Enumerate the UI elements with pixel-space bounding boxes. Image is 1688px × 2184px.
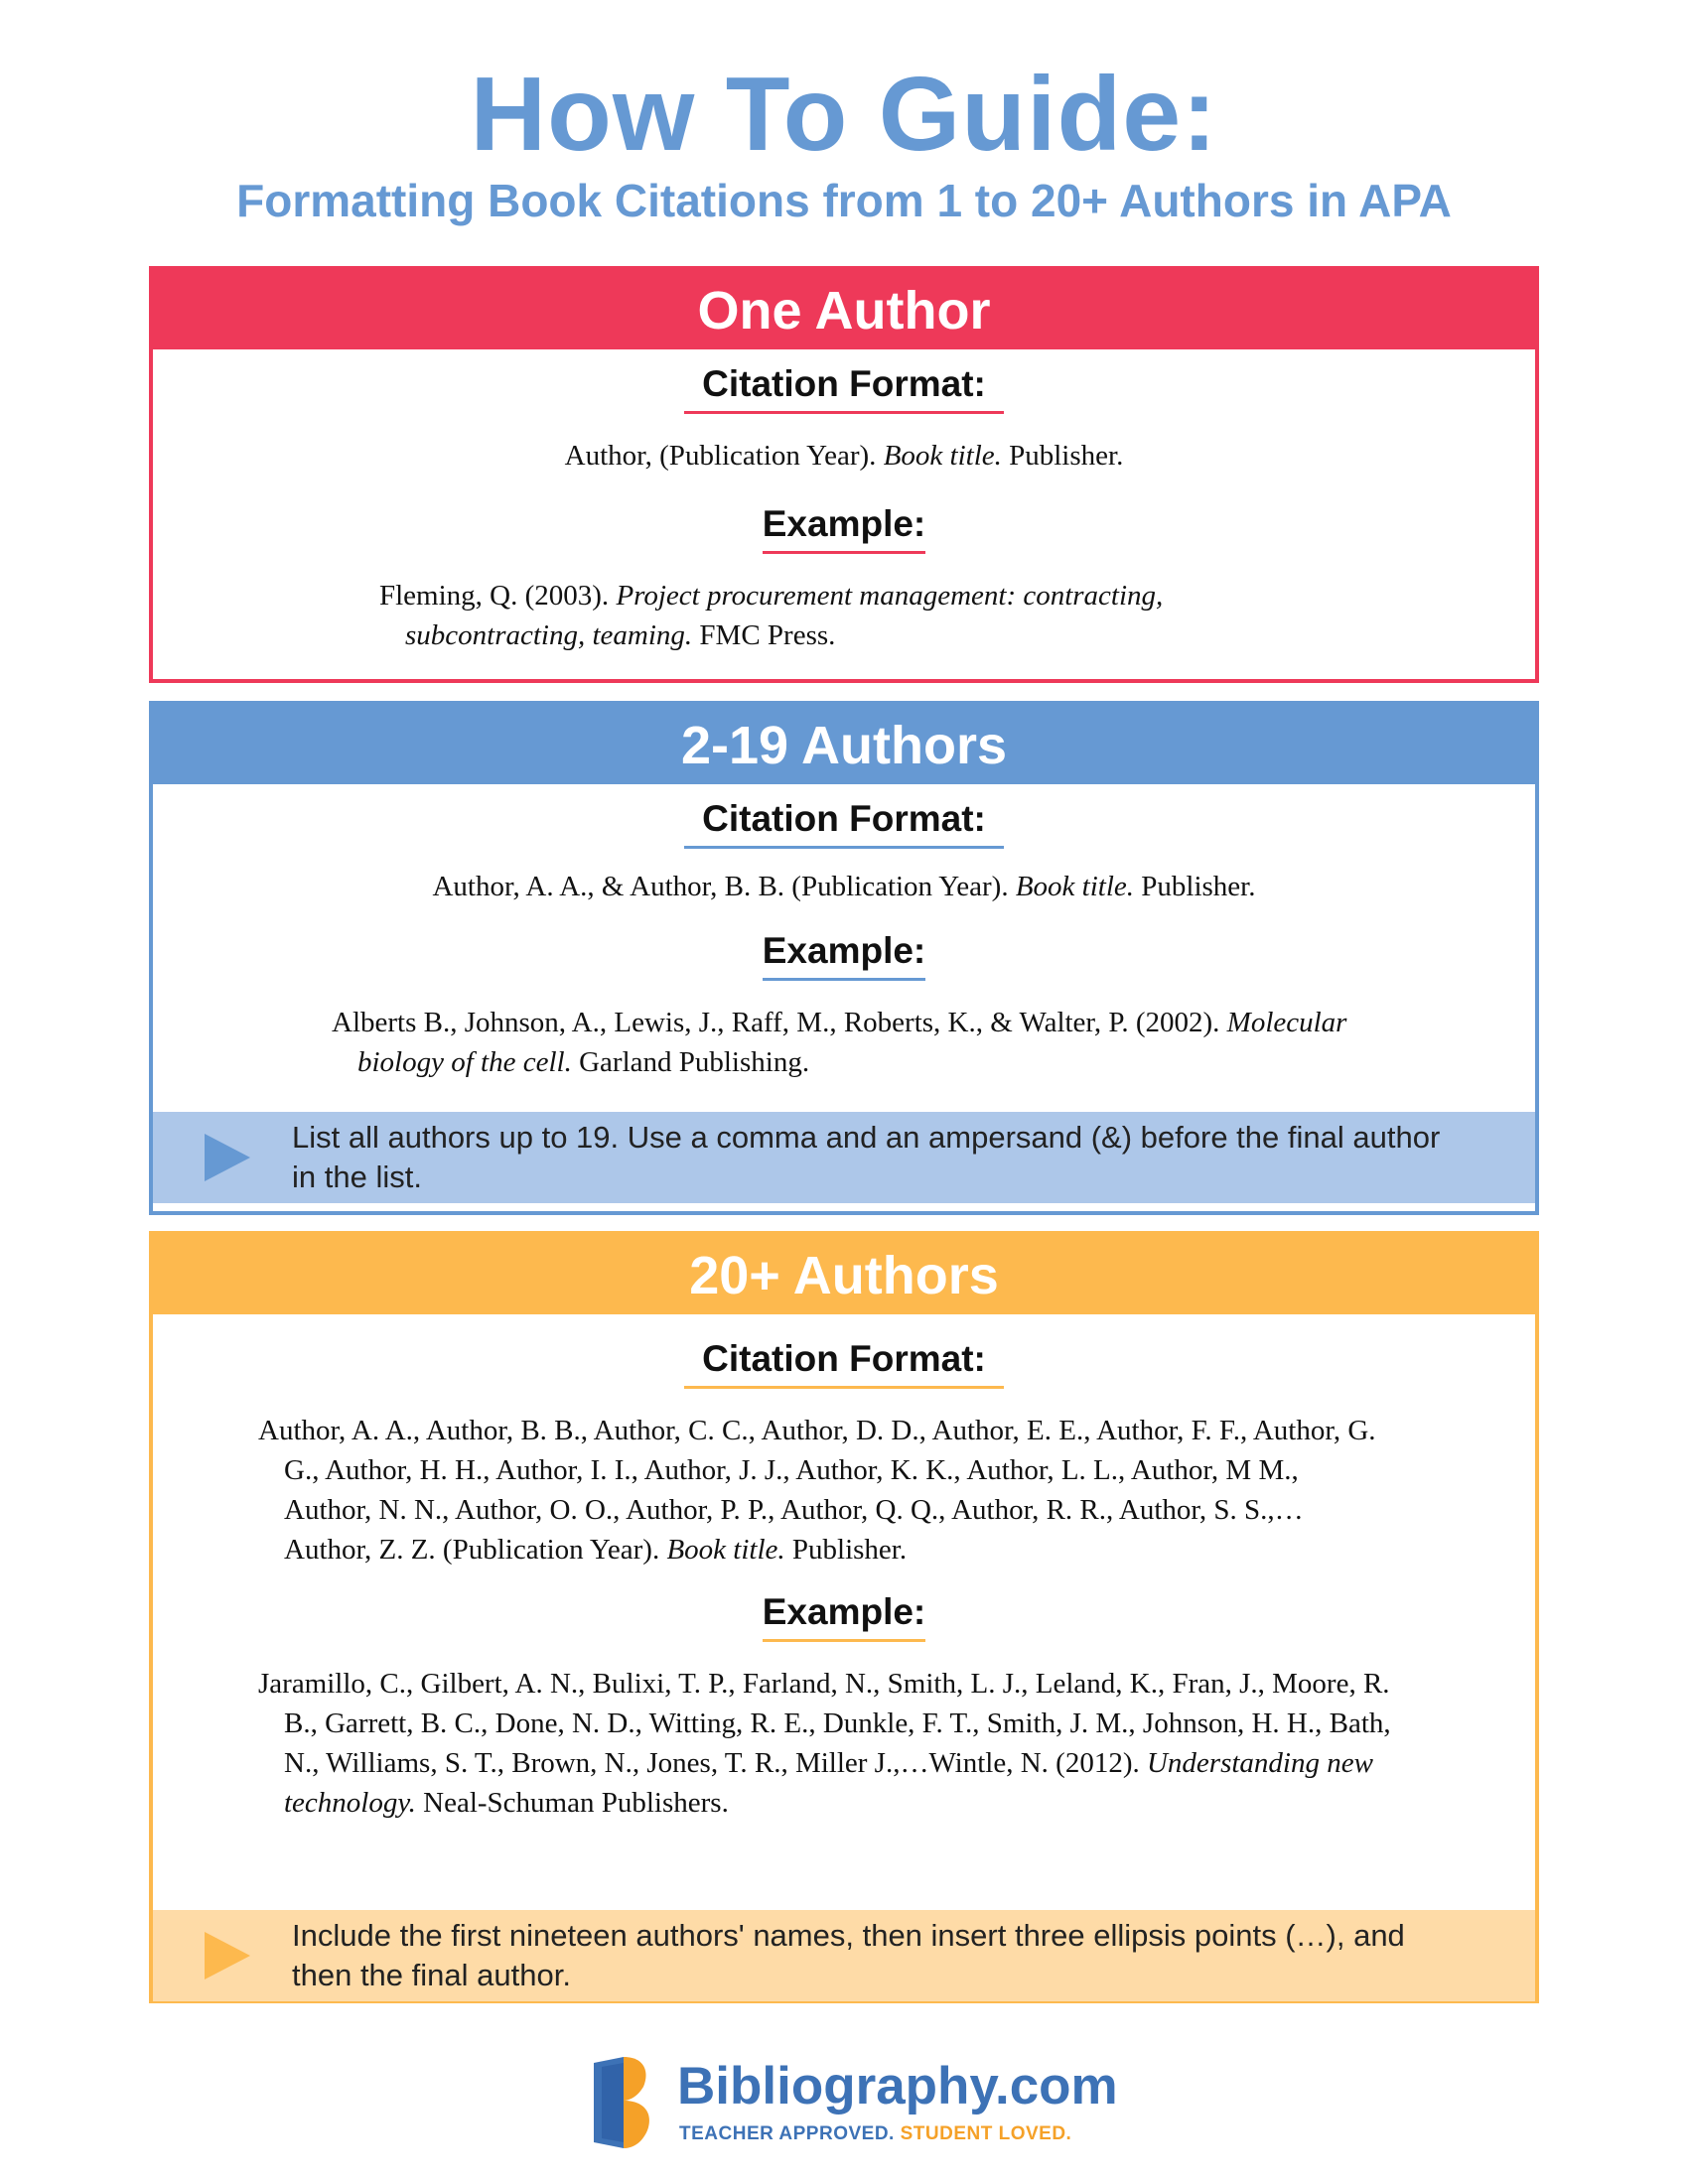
section-title: One Author	[153, 270, 1535, 349]
page-subtitle: Formatting Book Citations from 1 to 20+ Authors in APA	[236, 175, 1452, 226]
section-title: 20+ Authors	[153, 1235, 1535, 1314]
section-2-19-authors	[149, 701, 1539, 1215]
citation-example: Alberts B., Johnson, A., Lewis, J., Raff, M., Roberts, K., & Walter, P. (2002). Molecular biology of the cell. Garland Publishing.	[332, 1007, 1347, 1078]
section-title: 2-19 Authors	[153, 705, 1535, 784]
citation-format: Author, A. A., Author, B. B., Author, C. C., Author, D. D., Author, E. E., Author, F. F., Author, G. G., Author, H. H., Author, I. I., Author, J. J., Author, K. K., Author, L. L., Author, M M., Author, N. N., Author, O. O., Author, P. P., Author, Q. Q., Author, R. R., Author, S. S.,…Author, Z. Z. (Publication Year). Book title. Publisher.	[258, 1415, 1376, 1566]
citation-format: Author, (Publication Year). Book title. Publisher.	[564, 440, 1124, 472]
bibliography-logo	[584, 2053, 1140, 2152]
example-heading: Example:	[153, 503, 1535, 554]
tip-text: List all authors up to 19. Use a comma and an ampersand (&) before the final author in the list.	[292, 1120, 1441, 1194]
example-heading: Example:	[153, 1591, 1535, 1642]
play-arrow-icon	[205, 1932, 250, 1979]
b-logo-icon	[584, 2053, 653, 2152]
citation-format: Author, A. A., & Author, B. B. (Publication Year). Book title. Publisher.	[432, 871, 1256, 902]
tip-note	[153, 1910, 1535, 2001]
tip-text: Include the first nineteen authors' names, then insert three ellipsis points (…), and then the final author.	[292, 1918, 1405, 1992]
play-arrow-icon	[205, 1134, 250, 1181]
section-one-author	[149, 266, 1539, 683]
example-heading: Example:	[153, 930, 1535, 981]
tip-note	[153, 1112, 1535, 1203]
brand-name: Bibliography.com	[677, 2057, 1118, 2116]
brand-tagline: TEACHER APPROVED. STUDENT LOVED.	[679, 2123, 1072, 2144]
citation-format-heading: Citation Format:	[153, 363, 1535, 414]
citation-example: Jaramillo, C., Gilbert, A. N., Bulixi, T. P., Farland, N., Smith, L. J., Leland, K., Fran, J., Moore, R. B., Garrett, B. C., Done, N. D., Witting, R. E., Dunkle, F. T., Smith, J. M., Johnson, H. H., Bath, N., Williams, S. T., Brown, N., Jones, T. R., Miller J.,…Wintle, N. (2012). Understanding new technology. Neal-Schuman Publishers.	[258, 1668, 1391, 1819]
citation-format-heading: Citation Format:	[153, 798, 1535, 849]
page-title: How To Guide:	[470, 56, 1218, 173]
citation-format-heading: Citation Format:	[153, 1338, 1535, 1389]
citation-example: Fleming, Q. (2003). Project procurement management: contracting, subcontracting, teaming. FMC Press.	[379, 580, 1164, 651]
section-20-plus-authors	[149, 1231, 1539, 2003]
